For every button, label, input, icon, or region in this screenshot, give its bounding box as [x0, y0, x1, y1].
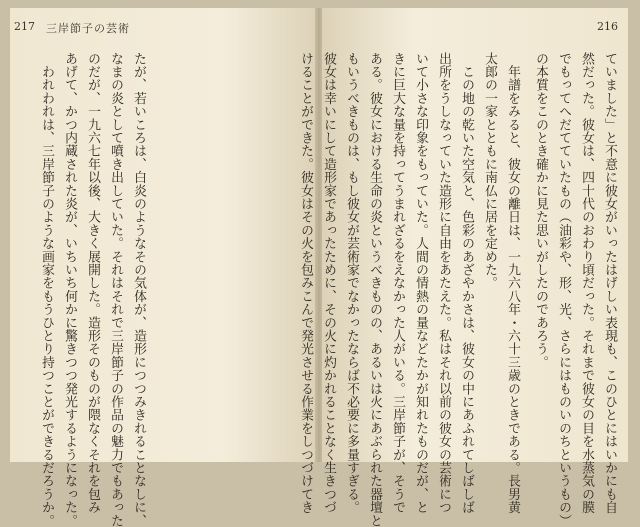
text-column: [198, 52, 216, 448]
text-column: ていました」と不意に彼女がいったはげしい表現も、このひとにはいかにも自: [602, 52, 617, 514]
right-page: [298, 8, 628, 527]
text-column: ある。彼女における生命の炎というべきものの、あるいは火にあぶられた器壇と: [367, 52, 382, 527]
left-page: [10, 8, 316, 527]
text-column: のだが、一九六七年以後、大きく展開した。造形そのものが隈なくそれを包み: [85, 52, 100, 514]
page-number: 217: [14, 20, 35, 33]
text-column: [267, 52, 285, 448]
text-column: [244, 52, 262, 448]
text-column: いて小さな印象をもっていた。人間の情熱の量などたかが知れたものだが、と: [413, 52, 428, 514]
page-number: 216: [597, 20, 618, 33]
text-column: 太郎の一家とともに南仏に居を定めた。: [482, 52, 497, 290]
text-column: でもってへだてていたもの（油彩や、形、光、さらにはものいのちというもの）: [556, 52, 571, 527]
running-title: 三岸節子の芸術: [46, 22, 130, 35]
text-column: きに巨大な量を持ってうまれざるをえなかった人がいる。三岸節子が、そうで: [390, 52, 405, 514]
text-column: [152, 52, 170, 448]
text-column: [175, 52, 193, 448]
text-column: 然だった。彼女は、四十代のおわり頃だった。それまで彼女の目を水蒸気の膜: [579, 52, 594, 514]
text-column: あげて、かつ内蔵された炎が、いちいち何かに驚きつつ発光するようになった。: [62, 52, 77, 527]
text-column: 年譜をみると、彼女の離日は、一九六八年・六十三歳のときである。長男黄: [505, 52, 520, 514]
text-column: 彼女は幸いにして造形家であったために、その火に灼かれることなく生きつづ: [321, 52, 336, 514]
text-column: たが、若いころは、白炎のようなその気体が、造形につつみきれることなしに、: [131, 52, 146, 527]
text-column: の本質をこのとき確かに見た思いがしたのであろう。: [533, 52, 548, 369]
text-column: [221, 52, 239, 448]
text-column: われわれは、三岸節子のような画家をもうひとり持つことができるだろうか。: [39, 52, 54, 527]
right-page-text: [298, 52, 618, 527]
left-page-text: [20, 52, 308, 527]
text-column: なまの炎として噴き出していた。それはそれで三岸節子の作品の魅力でもあった: [108, 52, 123, 527]
text-column: もいうべきものは、もし彼女が芸術家でなかったならば不必要に多量すぎる。: [344, 52, 359, 514]
text-column: 出所をうしなっていた造形に自由をあたえた。私はそれ以前の彼女の芸術につ: [436, 52, 451, 514]
text-column: けることができた。彼女はその火を包みこんで発光させる作業をしつづけてき: [298, 52, 313, 514]
text-column: この地の乾いた空気と、色彩のあざやかさは、彼女の中にあふれてしばしば: [459, 52, 474, 514]
